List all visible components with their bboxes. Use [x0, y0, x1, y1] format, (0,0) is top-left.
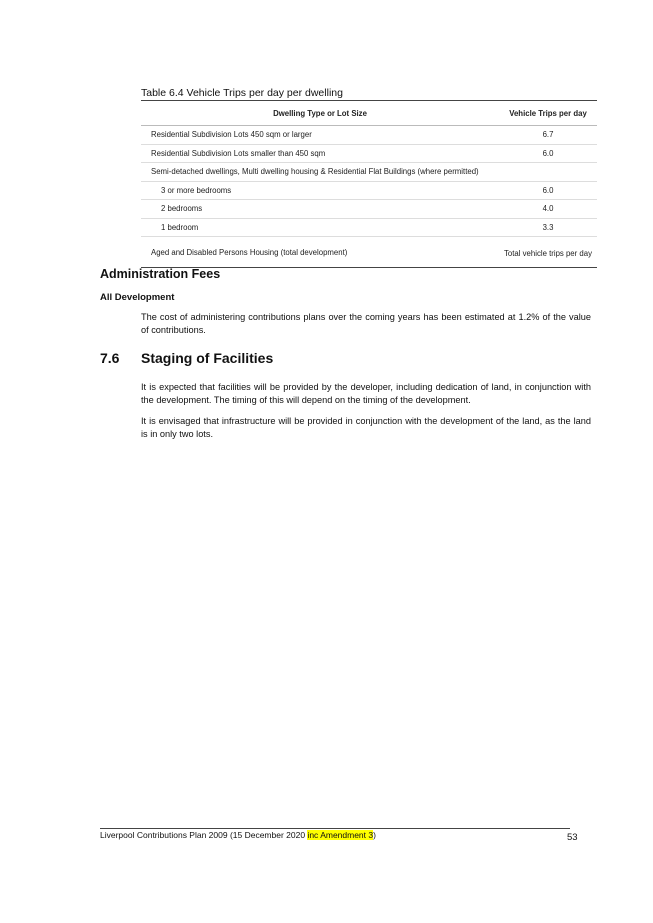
cell-dwelling-type: Residential Subdivision Lots 450 sqm or larger	[141, 126, 499, 145]
staging-paragraph: It is envisaged that infrastructure will be provided in conjunction with the development of the land, as the land is in only two lots.	[141, 416, 591, 440]
table-caption: Table 6.4 Vehicle Trips per day per dwelling	[141, 87, 343, 99]
table-row	[141, 200, 597, 219]
cell-vehicle-trips: 6.0	[499, 144, 597, 163]
table-row	[141, 181, 597, 200]
cell-vehicle-trips: 4.0	[499, 200, 597, 219]
vehicle-trips-table	[141, 100, 597, 268]
footer-document-title	[100, 830, 376, 840]
cell-vehicle-trips: 3.3	[499, 218, 597, 237]
admin-fees-paragraph: The cost of administering contributions plans over the coming years has been estimated at 1.2% of the value of contributions.	[141, 312, 591, 336]
footer-title-text: Liverpool Contributions Plan 2009 (15 December 2020	[100, 830, 308, 840]
cell-dwelling-type: Semi-detached dwellings, Multi dwelling housing & Residential Flat Buildings (where permitted)	[141, 163, 597, 182]
header-vehicle-trips: Vehicle Trips per day	[499, 101, 597, 126]
section-title: Staging of Facilities	[141, 350, 274, 366]
table-header-row	[141, 101, 597, 126]
footer-divider	[100, 828, 570, 829]
table-row	[141, 163, 597, 182]
footer-amendment-highlight: inc Amendment 3	[307, 830, 374, 840]
cell-dwelling-type: 3 or more bedrooms	[141, 181, 499, 200]
cell-dwelling-type: Residential Subdivision Lots smaller than 450 sqm	[141, 144, 499, 163]
staging-heading	[100, 350, 273, 366]
staging-paragraph: It is expected that facilities will be provided by the developer, including dedication of land, in conjunction with the development. The timing of this will depend on the timing of the development.	[141, 382, 591, 406]
cell-dwelling-type: 2 bedrooms	[141, 200, 499, 219]
table-row	[141, 126, 597, 145]
table-row	[141, 237, 597, 268]
table-row	[141, 218, 597, 237]
cell-dwelling-type: 1 bedroom	[141, 218, 499, 237]
header-dwelling-type: Dwelling Type or Lot Size	[141, 101, 499, 126]
administration-fees-heading: Administration Fees	[100, 267, 221, 281]
page-number: 53	[567, 832, 578, 843]
cell-vehicle-trips: 6.0	[499, 181, 597, 200]
table-row	[141, 144, 597, 163]
section-number: 7.6	[100, 350, 120, 366]
all-development-subheading: All Development	[100, 292, 175, 303]
cell-dwelling-type: Aged and Disabled Persons Housing (total development)	[141, 237, 499, 268]
cell-vehicle-trips: Total vehicle trips per day	[499, 237, 597, 268]
footer-close-paren: )	[373, 830, 376, 840]
cell-vehicle-trips: 6.7	[499, 126, 597, 145]
